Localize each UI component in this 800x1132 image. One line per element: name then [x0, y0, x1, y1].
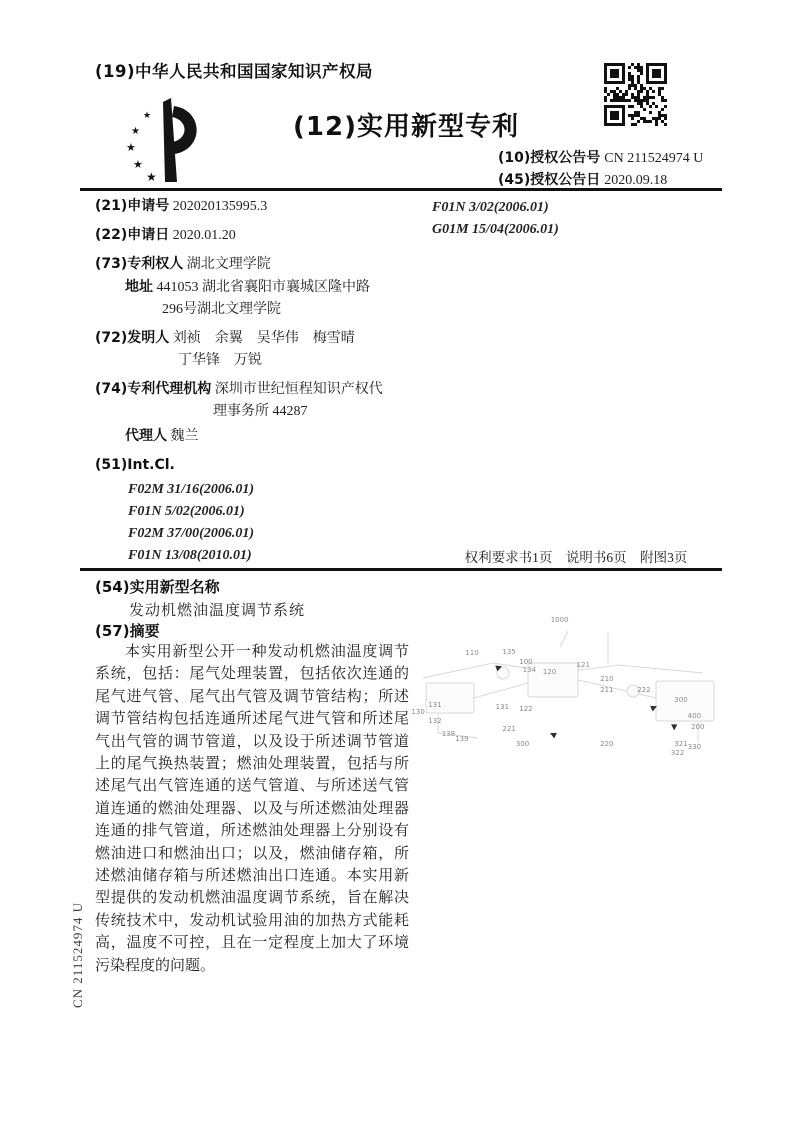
inventors-line-2: 丁华锋 万锐	[178, 353, 262, 368]
figure-arrow: ▶	[494, 661, 504, 673]
body-divider	[80, 568, 722, 571]
qr-code	[604, 63, 667, 126]
figure-ref-label: 200	[691, 723, 705, 732]
figure-ref-label: 330	[687, 743, 702, 752]
ipc-code: F02M 37/00(2006.01)	[128, 526, 254, 541]
figure-ref-label: 300	[515, 740, 530, 749]
figure-ref-label: 110	[465, 649, 479, 658]
figure-ref-label: 139	[455, 735, 469, 744]
application-number-row	[95, 197, 437, 216]
figure-ref-label: 211	[600, 686, 614, 695]
application-date-row	[95, 226, 437, 245]
application-number-label: (21)申请号	[95, 198, 170, 214]
svg-text:★: ★	[143, 110, 152, 120]
figure-labels-layer	[408, 603, 745, 771]
abstract-text: 本实用新型公开一种发动机燃油温度调节系统，包括：尾气处理装置，包括依次连通的尾气进气管、尾气出气管及调节管结构；所述调节管结构包括连通所述尾气进气管和所述尾气出气管的调节管道，以及设于所述调节管道上的尾气换热装置；燃油处理装置，包括与所述尾气出气管连通的送气管道、与所述送气管道连通的燃油处理器、以及与所述燃油处理器连通的排气管道，所述燃油处理器上分别设有燃油进口和燃油出口；以及，燃油储存箱，所述燃油储存箱与所述燃油出口连通。本实用新型提供的发动机燃油温度调节系统，旨在解决传统技术中，发动机试验用油的加热方式能耗高，温度不可控，且在一定程度上加大了环境污染程度的问题。	[95, 644, 409, 974]
figure-ref-label: 135	[502, 647, 516, 656]
figure-ref-label: 130	[411, 708, 425, 717]
address-line-2: 296号湖北文理学院	[162, 302, 281, 317]
patentee-label: (73)专利权人	[95, 256, 184, 272]
cnipa-logo	[113, 96, 207, 186]
figure-arrow: ◀	[548, 728, 558, 740]
agent-label: 代理人	[125, 428, 167, 444]
agency-label: (74)专利代理机构	[95, 381, 212, 397]
figure-ref-label: 400	[687, 711, 702, 720]
ipc-left-list	[128, 479, 437, 567]
ipc-code: G01M 15/04(2006.01)	[432, 222, 559, 237]
agency-line-2: 理事务所 44287	[213, 404, 308, 419]
figure-ref-label: 221	[502, 725, 516, 733]
application-date-label: (22)申请日	[95, 227, 170, 243]
figure-ref-label: 121	[576, 661, 590, 670]
bibliographic-column	[95, 197, 437, 577]
figure-arrow: ▼	[671, 722, 678, 732]
int-cl-row	[95, 456, 437, 567]
publication-number-value: CN 211524974 U	[604, 151, 704, 166]
patentee-row	[95, 255, 437, 319]
patentee-value: 湖北文理学院	[186, 257, 271, 272]
svg-text:★: ★	[126, 142, 136, 154]
agency-row	[95, 380, 437, 446]
svg-text:★: ★	[131, 126, 140, 137]
publication-date-value: 2020.09.18	[604, 173, 668, 188]
figure-ref-label: 131	[428, 701, 442, 710]
document-kind-title: (12)实用新型专利	[293, 112, 519, 142]
figure-ref-label: 1000	[550, 615, 569, 624]
inventors-line-1: 刘祯 余翼 吴华伟 梅雪晴	[172, 331, 355, 346]
address-value-1: 441053 湖北省襄阳市襄城区隆中路	[156, 280, 370, 295]
figure-ref-label: 100	[519, 657, 533, 666]
side-publication-number: CN 211524974 U	[70, 902, 85, 1008]
pages-info: 权利要求书1页 说明书6页 附图3页	[464, 550, 688, 565]
invention-title: 发动机燃油温度调节系统	[129, 603, 306, 619]
figure-ref-label: 321	[674, 740, 688, 749]
figure-ref-label: 210	[600, 674, 614, 683]
figure-ref-label: 120	[542, 667, 557, 676]
inventors-row	[95, 329, 437, 370]
title-section-label: (54)实用新型名称	[95, 578, 220, 596]
inventors-label: (72)发明人	[95, 330, 170, 346]
patent-office-name: (19)中华人民共和国国家知识产权局	[95, 62, 374, 81]
patent-figure	[408, 603, 745, 771]
ipc-right-list	[432, 197, 722, 241]
application-date-value: 2020.01.20	[172, 228, 236, 243]
int-cl-label: (51)Int.Cl.	[95, 457, 175, 473]
publication-number-label: (10)授权公告号	[498, 150, 601, 166]
figure-ref-label: 131	[495, 703, 510, 712]
figure-ref-label: 220	[600, 740, 614, 749]
address-line-1	[125, 278, 437, 297]
figure-ref-label: 134	[522, 666, 536, 675]
application-number-value: 202020135995.3	[172, 199, 268, 214]
figure-ref-label: 132	[428, 716, 442, 725]
agency-line-1: 深圳市世纪恒程知识产权代	[214, 382, 383, 397]
ipc-code: F01N 3/02(2006.01)	[432, 200, 549, 215]
figure-ref-label: 300	[674, 696, 688, 705]
abstract-section-label: (57)摘要	[95, 622, 160, 640]
svg-text:★: ★	[146, 170, 157, 184]
figure-ref-label: 122	[519, 704, 533, 713]
agent-row	[125, 427, 437, 446]
publication-date-row	[498, 169, 738, 189]
ipc-code: F01N 5/02(2006.01)	[128, 504, 245, 519]
address-label: 地址	[125, 279, 153, 295]
ipc-code: F02M 31/16(2006.01)	[128, 482, 254, 497]
figure-arrow: ▶	[649, 701, 659, 713]
ipc-code: F01N 13/08(2010.01)	[128, 548, 252, 563]
publication-date-label: (45)授权公告日	[498, 172, 601, 188]
figure-ref-label: 222	[637, 686, 651, 695]
header-divider	[80, 188, 722, 191]
agent-value: 魏兰	[170, 429, 199, 444]
svg-text:★: ★	[133, 159, 143, 171]
figure-ref-label: 322	[670, 748, 685, 757]
figure-ref-label: 138	[441, 730, 456, 739]
publication-number-row	[498, 147, 738, 167]
